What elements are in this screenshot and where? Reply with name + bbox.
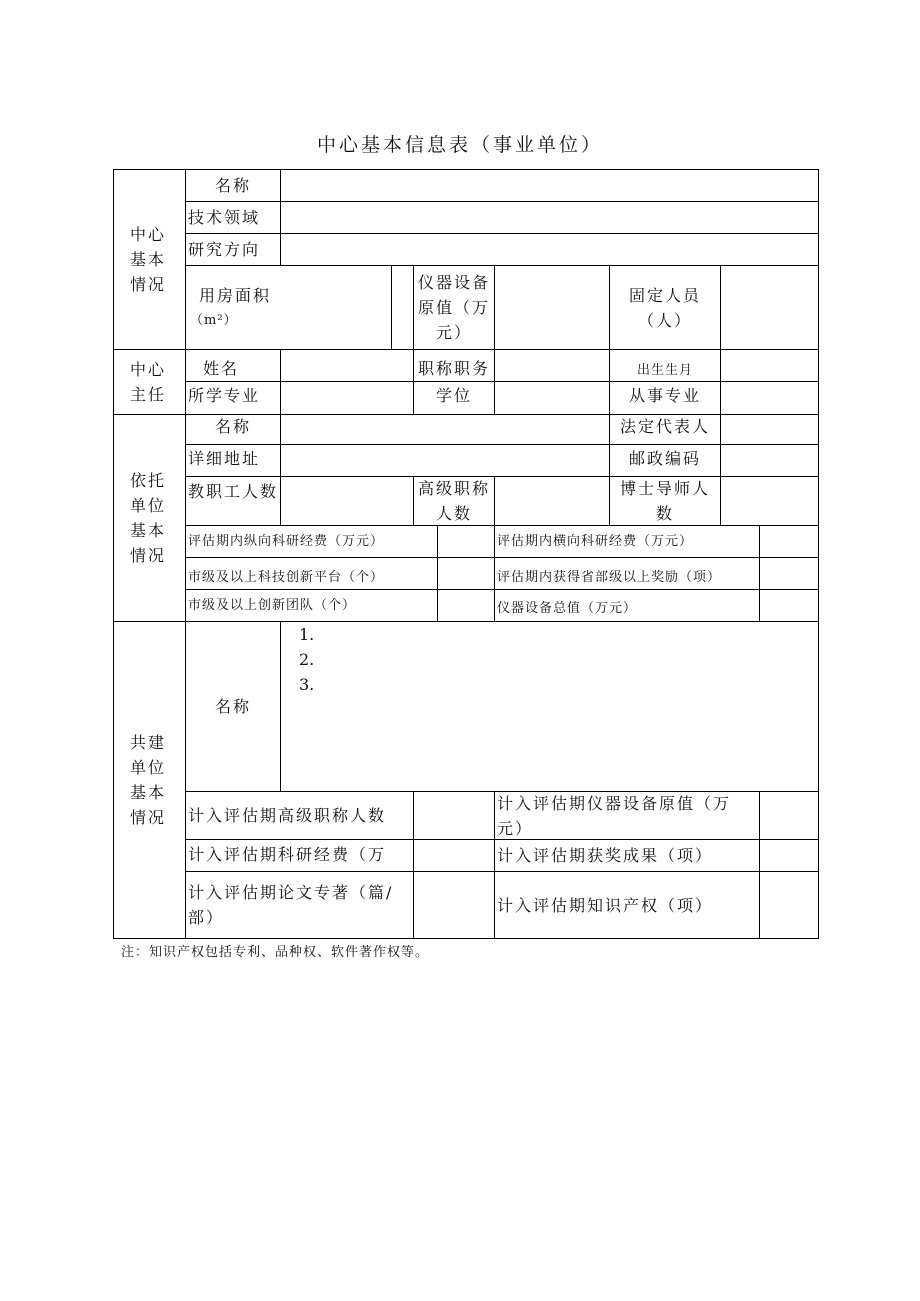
label-city-platforms: 市级及以上科技创新平台（个）: [188, 569, 385, 585]
input-equipment-total[interactable]: [760, 590, 818, 621]
footnote: 注：知识产权包括专利、品种权、软件著作权等。: [121, 945, 430, 960]
input-degree[interactable]: [495, 382, 609, 414]
label-equipment-value: 仪器设备原值（万元）: [417, 273, 490, 342]
row-line: [185, 557, 819, 558]
input-address[interactable]: [281, 445, 609, 476]
input-cb-awards[interactable]: [760, 840, 818, 871]
label-staff-count: 教职工人数: [188, 481, 279, 501]
label-title-post: 职称职务: [417, 358, 490, 378]
label-phd-supervisors: 博士导师人数: [619, 479, 710, 523]
input-phd-supervisors[interactable]: [721, 477, 818, 525]
label-postcode: 邮政编码: [628, 448, 701, 468]
input-cb-papers[interactable]: [414, 872, 494, 938]
cobuilder-name-list[interactable]: [299, 622, 799, 697]
label-center-name: 名称: [214, 176, 251, 195]
input-birth[interactable]: [721, 350, 818, 381]
input-research-direction[interactable]: [281, 234, 818, 265]
input-director-name[interactable]: [281, 350, 413, 381]
label-birth: 出生生月: [636, 362, 693, 378]
input-legal-rep[interactable]: [721, 415, 818, 444]
label-degree: 学位: [435, 385, 472, 405]
list-item: 3.: [299, 675, 315, 694]
section-label-host-unit: 依托单位基本情况: [129, 470, 166, 565]
input-tech-field[interactable]: [281, 202, 818, 233]
list-item: 2.: [299, 650, 315, 669]
label-fixed-staff: 固定人员（人）: [628, 285, 701, 330]
input-cb-ip[interactable]: [760, 872, 818, 938]
label-address: 详细地址: [188, 448, 261, 468]
input-center-name[interactable]: [281, 170, 818, 201]
input-city-teams[interactable]: [438, 590, 494, 621]
table-border-bottom: [113, 938, 819, 939]
input-provincial-awards[interactable]: [760, 558, 818, 589]
label-major: 所学专业: [188, 385, 261, 405]
page-title: 中心基本信息表（事业单位）: [316, 134, 603, 156]
table-border-right: [818, 169, 819, 939]
input-equipment-value[interactable]: [495, 266, 609, 349]
section-label-co-builder: 共建单位基本情况: [129, 732, 166, 827]
input-horizontal-funds[interactable]: [760, 526, 818, 557]
col-line: [391, 265, 392, 350]
label-city-teams: 市级及以上创新团队（个）: [188, 597, 357, 613]
input-city-platforms[interactable]: [438, 558, 494, 589]
label-field: 从事专业: [628, 385, 701, 405]
input-cb-research-funds[interactable]: [414, 840, 494, 871]
input-floor-area[interactable]: [281, 266, 391, 349]
col-line: [280, 621, 281, 792]
section-divider: [113, 349, 819, 350]
table-border-left: [113, 169, 114, 939]
label-research-direction: 研究方向: [188, 240, 261, 259]
label-horizontal-funds: 评估期内横向科研经费（万元）: [497, 533, 694, 549]
label-equipment-total: 仪器设备总值（万元）: [497, 600, 638, 616]
label-cb-equipment-value: 计入评估期仪器设备原值（万元）: [497, 793, 732, 838]
label-floor-area-unit: （m²）: [190, 313, 238, 328]
label-floor-area: 用房面积: [198, 286, 271, 305]
label-host-name: 名称: [214, 416, 251, 436]
label-director-name: 姓名: [202, 358, 239, 378]
label-cb-ip: 计入评估期知识产权（项）: [497, 895, 714, 915]
input-host-name[interactable]: [281, 415, 609, 444]
label-provincial-awards: 评估期内获得省部级以上奖励（项）: [497, 569, 722, 585]
label-cb-research-funds: 计入评估期科研经费（万: [188, 845, 387, 864]
label-cobuilder-name: 名称: [214, 697, 251, 716]
label-senior-titles: 高级职称人数: [417, 479, 490, 523]
input-field[interactable]: [721, 382, 818, 414]
col-line: [609, 265, 610, 350]
label-tech-field: 技术领域: [188, 208, 261, 227]
input-vertical-funds[interactable]: [438, 526, 494, 557]
list-item: 1.: [299, 625, 315, 644]
input-senior-titles[interactable]: [495, 477, 609, 525]
input-title-post[interactable]: [495, 350, 609, 381]
label-cb-senior-titles: 计入评估期高级职称人数: [188, 806, 387, 825]
section-label-center-basic: 中心基本情况: [129, 224, 166, 294]
label-cb-papers: 计入评估期论文专著（篇/部）: [188, 883, 394, 927]
input-fixed-staff[interactable]: [721, 266, 818, 349]
input-cb-equipment-value[interactable]: [760, 792, 818, 839]
section-label-center-director: 中心主任: [129, 359, 166, 404]
label-legal-rep: 法定代表人: [619, 416, 710, 436]
input-staff-count[interactable]: [281, 477, 413, 525]
input-major[interactable]: [281, 382, 413, 414]
input-cb-senior-titles[interactable]: [414, 792, 494, 839]
label-cb-awards: 计入评估期获奖成果（项）: [497, 846, 714, 865]
label-vertical-funds: 评估期内纵向科研经费（万元）: [188, 533, 385, 549]
input-postcode[interactable]: [721, 445, 818, 476]
